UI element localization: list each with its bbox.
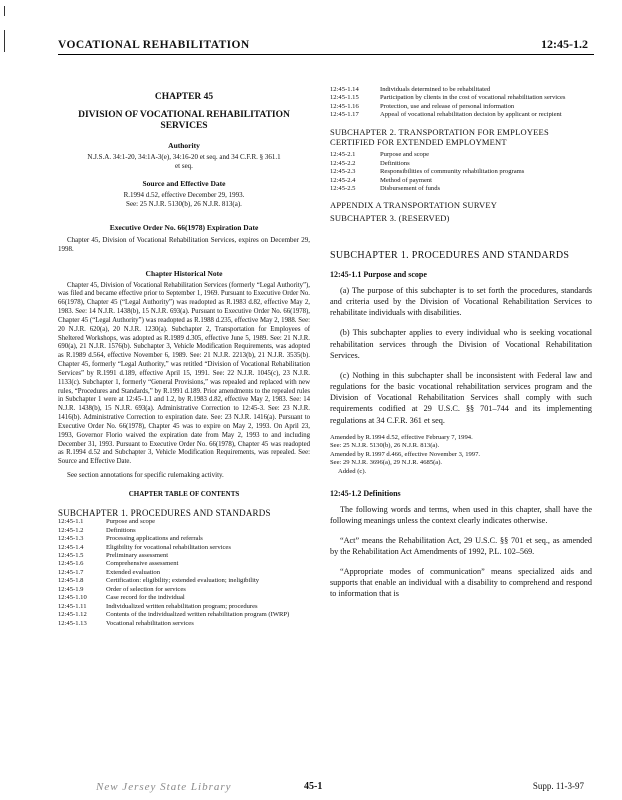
header-rule: [58, 54, 594, 55]
library-watermark: New Jersey State Library: [96, 781, 232, 793]
section-1-2-intro: The following words and terms, when used in this chapter, shall have the following meanings unless the context clearly indicates otherwise.: [330, 504, 592, 525]
supplement-date: Supp. 11-3-97: [532, 781, 584, 791]
toc-section-title: Definitions: [106, 526, 136, 534]
toc-list-subchapter-2: [330, 151, 592, 193]
appendix-a: APPENDIX A TRANSPORTATION SURVEY: [330, 200, 498, 211]
toc-section-title: Processing applications and referrals: [106, 535, 203, 543]
toc-section-title: Eligibility for vocational rehabilitation services: [106, 543, 231, 551]
amendment-line: See: 25 N.J.R. 5130(b), 26 N.J.R. 813(a).: [330, 442, 440, 450]
toc-section-number: 12:45-1.16: [330, 102, 359, 110]
toc-section-title: Protection, use and release of personal information: [380, 102, 515, 110]
section-1-1-c: (c) Nothing in this subchapter shall be inconsistent with Federal law and regulations for the basic vocational rehabilitation services program and the Division of Vocational Rehabilitation Services shall comply with such requirements codified at 29 U.S.C. §§ 701–744 and its implementing regulations at 34 C.F.R. 361 et seq.: [330, 370, 592, 425]
history-text: Chapter 45, Division of Vocational Rehabilitation Services (formerly “Legal Authority”), was filed and became effective prior to September 1, 1969. Pursuant to Executive Order No. 66(1978), Chapter 45 (“Legal Authority”) was readopted as R.1983 d.82, effective May 2, 1983. See: 14 N.J.R. 1438(b), 15 N.J.R. 693(a). Pursuant to Executive Order No. 66(1978), Chapter 45 (“Legal Authority”) was readopted as R.1988 d.235, effective May 2, 1988. See: 20 N.J.R. 620(a), 20 N.J.R. 1230(a). Subchapter 2, Transportation for Employees of Sheltered Workshops, was adopted as R.1989 d.305, effective June 5, 1989. See: 21 N.J.R. 690(a), 21 N.J.R. 1576(b). Subchapter 3, Vehicle Modification Requirements, was adopted as R.1989 d.564, effective November 6, 1989. See: 21 N.J.R. 2213(b), 21 N.J.R. 3535(b). Chapter 45, formerly “Legal Authority,” was retitled “Division of Vocational Rehabilitation Services” by R.1991 d.189, effective April 15, 1991. See: 22 N.J.R. 1045(c), 23 N.J.R. 1133(c). Subchapter 1, formerly “General Provisions,” was repealed and replaced with new rules, “Procedures and Standards,” by R.1991 d.189. Prior amendments to the repealed rules in Subchapter 1 were at 12:45-1.1 and 1.2, by R.1983 d.82, effective May 2, 1983. See: 14 N.J.R. 1438(b), 15 N.J.R. 693(a). Administrative Correction to 12:45-3. See: 23 N.J.R. 1416(b). Administrative Correction to expiration date. See: 23 N.J.R. 1416(a). Pursuant to Executive Order No. 66(1978), Chapter 45 was to expire on May 2, 1993. On April 23, 1993, Governor Florio waived the expiration date from May 2, 1993 to and including December 31, 1993. Pursuant to Executive Order No. 66(1978), Chapter 45 was readopted as R.1994 d.52 and Subchapter 3, Vehicle Modification Requirements, was repealed. See: Source and Effective Date.: [58, 281, 310, 466]
see-note: See section annotations for specific rulemaking activity.: [67, 471, 224, 480]
toc-section-number: 12:45-2.1: [330, 151, 356, 159]
source-text-2: See: 25 N.J.R. 5130(b), 26 N.J.R. 813(a).: [126, 200, 242, 209]
toc-section-number: 12:45-1.11: [58, 602, 87, 610]
amendment-notes: [330, 434, 592, 477]
toc-list-continued: [330, 86, 592, 120]
subchapter-1-title: SUBCHAPTER 1. PROCEDURES AND STANDARDS: [330, 250, 570, 261]
toc-section-title: Extended evaluation: [106, 568, 161, 576]
section-1-1-a: (a) The purpose of this subchapter is to set forth the procedures, standards and criteria used by the Division of Vocational Rehabilitation Services to rehabilitate individuals with disabilities.: [330, 286, 592, 318]
toc-section-number: 12:45-1.13: [58, 619, 87, 627]
toc-section-number: 12:45-1.2: [58, 526, 84, 534]
chapter-title: DIVISION OF VOCATIONAL REHABILITATION SERVICES: [78, 110, 290, 132]
toc-section-number: 12:45-2.3: [330, 168, 356, 176]
toc-section-title: Purpose and scope: [106, 518, 156, 526]
amendment-line: Amended by R.1997 d.466, effective November 3, 1997.: [330, 450, 481, 458]
toc-section-title: Case record for the individual: [106, 594, 185, 602]
toc-section-title: Certification: eligibility; extended evaluation; ineligibility: [106, 577, 260, 585]
toc-section-number: 12:45-1.7: [58, 568, 84, 576]
amendment-line: Amended by R.1994 d.52, effective February 7, 1994.: [330, 433, 473, 441]
toc-section-title: Individualized written rehabilitation program; procedures: [106, 602, 258, 610]
section-1-2-heading: 12:45-1.2 Definitions: [330, 488, 401, 498]
chapter-number: CHAPTER 45: [154, 92, 214, 102]
definition-act: “Act” means the Rehabilitation Act, 29 U.S.C. §§ 701 et seq., as amended by the Rehabilitation Act Amendments of 1992, P.L. 102–569.: [330, 535, 592, 556]
running-header-title: VOCATIONAL REHABILITATION: [58, 39, 250, 51]
toc-section-number: 12:45-2.5: [330, 185, 356, 193]
authority-text: N.J.S.A. 34:1-20, 34:1A-3(e), 34:16-20 et seq. and 34 C.F.R. § 361.1 et seq.: [87, 152, 281, 170]
toc-section-title: Preliminary assessment: [106, 552, 169, 559]
section-1-1-b: (b) This subchapter applies to every individual who is seeking vocational rehabilitation services through the Division of Vocational Rehabilitation Services.: [330, 328, 592, 360]
toc-section-title: Participation by clients in the cost of vocational rehabilitation services: [380, 94, 566, 102]
toc-subchapter-2: SUBCHAPTER 2. TRANSPORTATION FOR EMPLOYEES CERTIFIED FOR EXTENDED EMPLOYMENT: [330, 126, 549, 147]
authority-heading: Authority: [168, 140, 200, 150]
toc-section-number: 12:45-1.10: [58, 594, 87, 602]
toc-section-number: 12:45-1.3: [58, 535, 84, 543]
toc-section-title: Comprehensive assessment: [106, 560, 179, 568]
toc-section-number: 12:45-1.12: [58, 611, 87, 619]
toc-section-title: Purpose and scope: [380, 151, 430, 159]
toc-list: [58, 518, 310, 628]
source-heading: Source and Effective Date: [142, 178, 226, 188]
scan-mark: [4, 30, 5, 52]
toc-subchapter-3: SUBCHAPTER 3. (RESERVED): [330, 213, 450, 224]
running-header-section: 12:45-1.2: [541, 37, 588, 51]
toc-section-title: Definitions: [380, 159, 410, 167]
toc-section-title: Appeal of vocational rehabilitation decision by applicant or recipient: [380, 111, 562, 119]
toc-section-number: 12:45-2.4: [330, 176, 356, 184]
toc-section-number: 12:45-2.2: [330, 159, 356, 167]
toc-heading: CHAPTER TABLE OF CONTENTS: [128, 490, 240, 499]
toc-section-title: Contents of the individualized written rehabilitation program (IWRP): [106, 611, 290, 619]
source-text-1: R.1994 d.52, effective December 29, 1993.: [123, 190, 245, 199]
eo-heading: Executive Order No. 66(1978) Expiration Date: [109, 223, 259, 233]
toc-section-number: 12:45-1.17: [330, 111, 359, 119]
section-1-1-heading: 12:45-1.1 Purpose and scope: [330, 270, 427, 279]
toc-section-number: 12:45-1.9: [58, 585, 84, 593]
toc-section-number: 12:45-1.8: [58, 577, 84, 585]
amendment-line: See: 29 N.J.R. 3696(a), 29 N.J.R. 4685(a).: [330, 459, 443, 467]
page-number: 45-1: [304, 781, 323, 792]
scan-mark: [4, 6, 5, 16]
amendment-line: Added (c).: [338, 467, 367, 475]
definition-modes: “Appropriate modes of communication” means specialized aids and supports that enable an individual with a disability to comprehend and respond to information that is: [330, 567, 592, 599]
toc-section-number: 12:45-1.1: [58, 518, 84, 526]
toc-section-number: 12:45-1.5: [58, 552, 84, 559]
toc-section-title: Responsibilities of community rehabilitation programs: [380, 168, 525, 176]
toc-subchapter-1: SUBCHAPTER 1. PROCEDURES AND STANDARDS: [58, 508, 271, 519]
toc-section-number: 12:45-1.4: [58, 543, 84, 551]
toc-section-number: 12:45-1.14: [330, 86, 359, 93]
toc-section-number: 12:45-1.15: [330, 94, 359, 102]
eo-text: Chapter 45, Division of Vocational Rehabilitation Services, expires on December 29, 1998.: [58, 236, 310, 254]
toc-section-title: Method of payment: [380, 176, 433, 184]
toc-section-number: 12:45-1.6: [58, 560, 84, 568]
left-column: [58, 92, 310, 628]
right-column: [330, 86, 592, 600]
toc-section-title: Disbursement of funds: [380, 185, 441, 193]
toc-section-title: Vocational rehabilitation services: [106, 619, 194, 627]
toc-section-title: Individuals determined to be rehabilitated: [380, 86, 491, 93]
history-heading: Chapter Historical Note: [145, 268, 223, 278]
toc-section-title: Order of selection for services: [106, 585, 186, 593]
